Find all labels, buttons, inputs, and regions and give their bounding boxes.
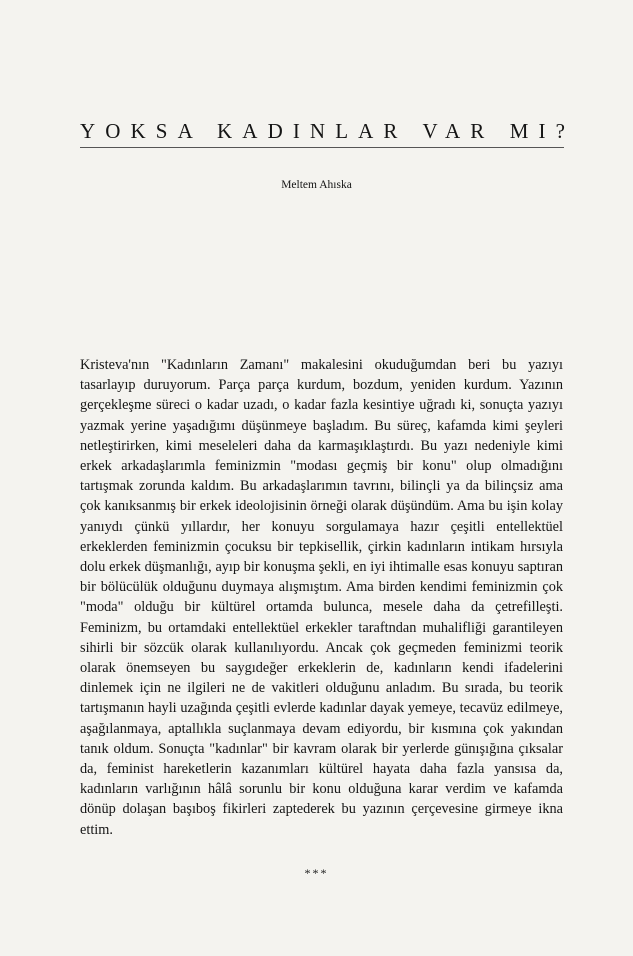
article-author: Meltem Ahıska	[281, 179, 352, 191]
article-title: YOKSA KADINLAR VAR MI?	[80, 119, 576, 143]
title-rule	[80, 147, 564, 148]
section-separator: ***	[304, 866, 329, 880]
article-body: Kristeva'nın "Kadınların Zamanı" makalesini okuduğumdan beri bu yazıyı tasarlayıp duruyorum. Parça parça kurdum, bozdum, yeniden kurdum. Yazının gerçekleşme süreci o kadar uzadı, o kadar fazla kesintiye uğradı ki, sonuçta yazıyı yazmak yerine yaşadığımı düşünmeye başladım. Bu süreç, kafamda kimi şeyleri netleştirirken, kimi meseleleri daha da karmaşıklaştırdı. Bu yazı nedeniyle kimi erkek arkadaşlarımla feminizmin "modası geçmiş bir konu" olup olmadığını tartışmak zorunda kaldım. Bu arkadaşlarımın tavrını, bilinçli ya da bilinçsiz ama çok kanıksanmış bir erkek ideolojisinin örneği olarak düşündüm. Ama bu işin kolay yanıydı çünkü yıllardır, her konuyu sorgulamaya hazır çeşitli entellektüel erkeklerden feminizmin çocuksu bir tepkisellik, çirkin kadınların intikam hırsıyla dolu erkek düşmanlığı, ayıp bir konuşma şekli, en iyi ihtimalle esas konuyu saptıran bir bölücülük olduğunu duymaya alışmıştım. Ama birden kendimi feminizmin çok "moda" olduğu bir kültürel ortamda bulunca, mesele daha da çetrefilleşti. Feminizm, bu ortamdaki entellektüel erkekler taraftndan muhalifliği garantileyen sihirli bir sözcük olarak kullanılıyordu. Ancak çok geçmeden feminizmi teorik olarak önemseyen bu saygıdeğer erkeklerin de, kadınların kendi ifadelerini dinlemek için ne ilgileri ne de vakitleri olduğunu anladım. Bu sırada, bu teorik tartışmanın hayli uzağında çeşitli evlerde kadınlar dayak yemeye, tecavüz edilmeye, aşağılanmaya, aptallıkla suçlanmaya devam ediyordu, bir kısmına çok yakından tanık oldum. Sonuçta "kadınlar" bir kavram olarak bir yerlerde günışığına çıksalar da, feminist hareketlerin kazanımları kültürel hayata daha fazla yansısa da, kadınların varlığının hâlâ sorunlu bir konu olduğuna karar verdim ve kafamda dönüp dolaşan başıboş fikirleri zaptederek bu yazının çerçevesine girmeye ikna ettim.	[80, 357, 563, 838]
